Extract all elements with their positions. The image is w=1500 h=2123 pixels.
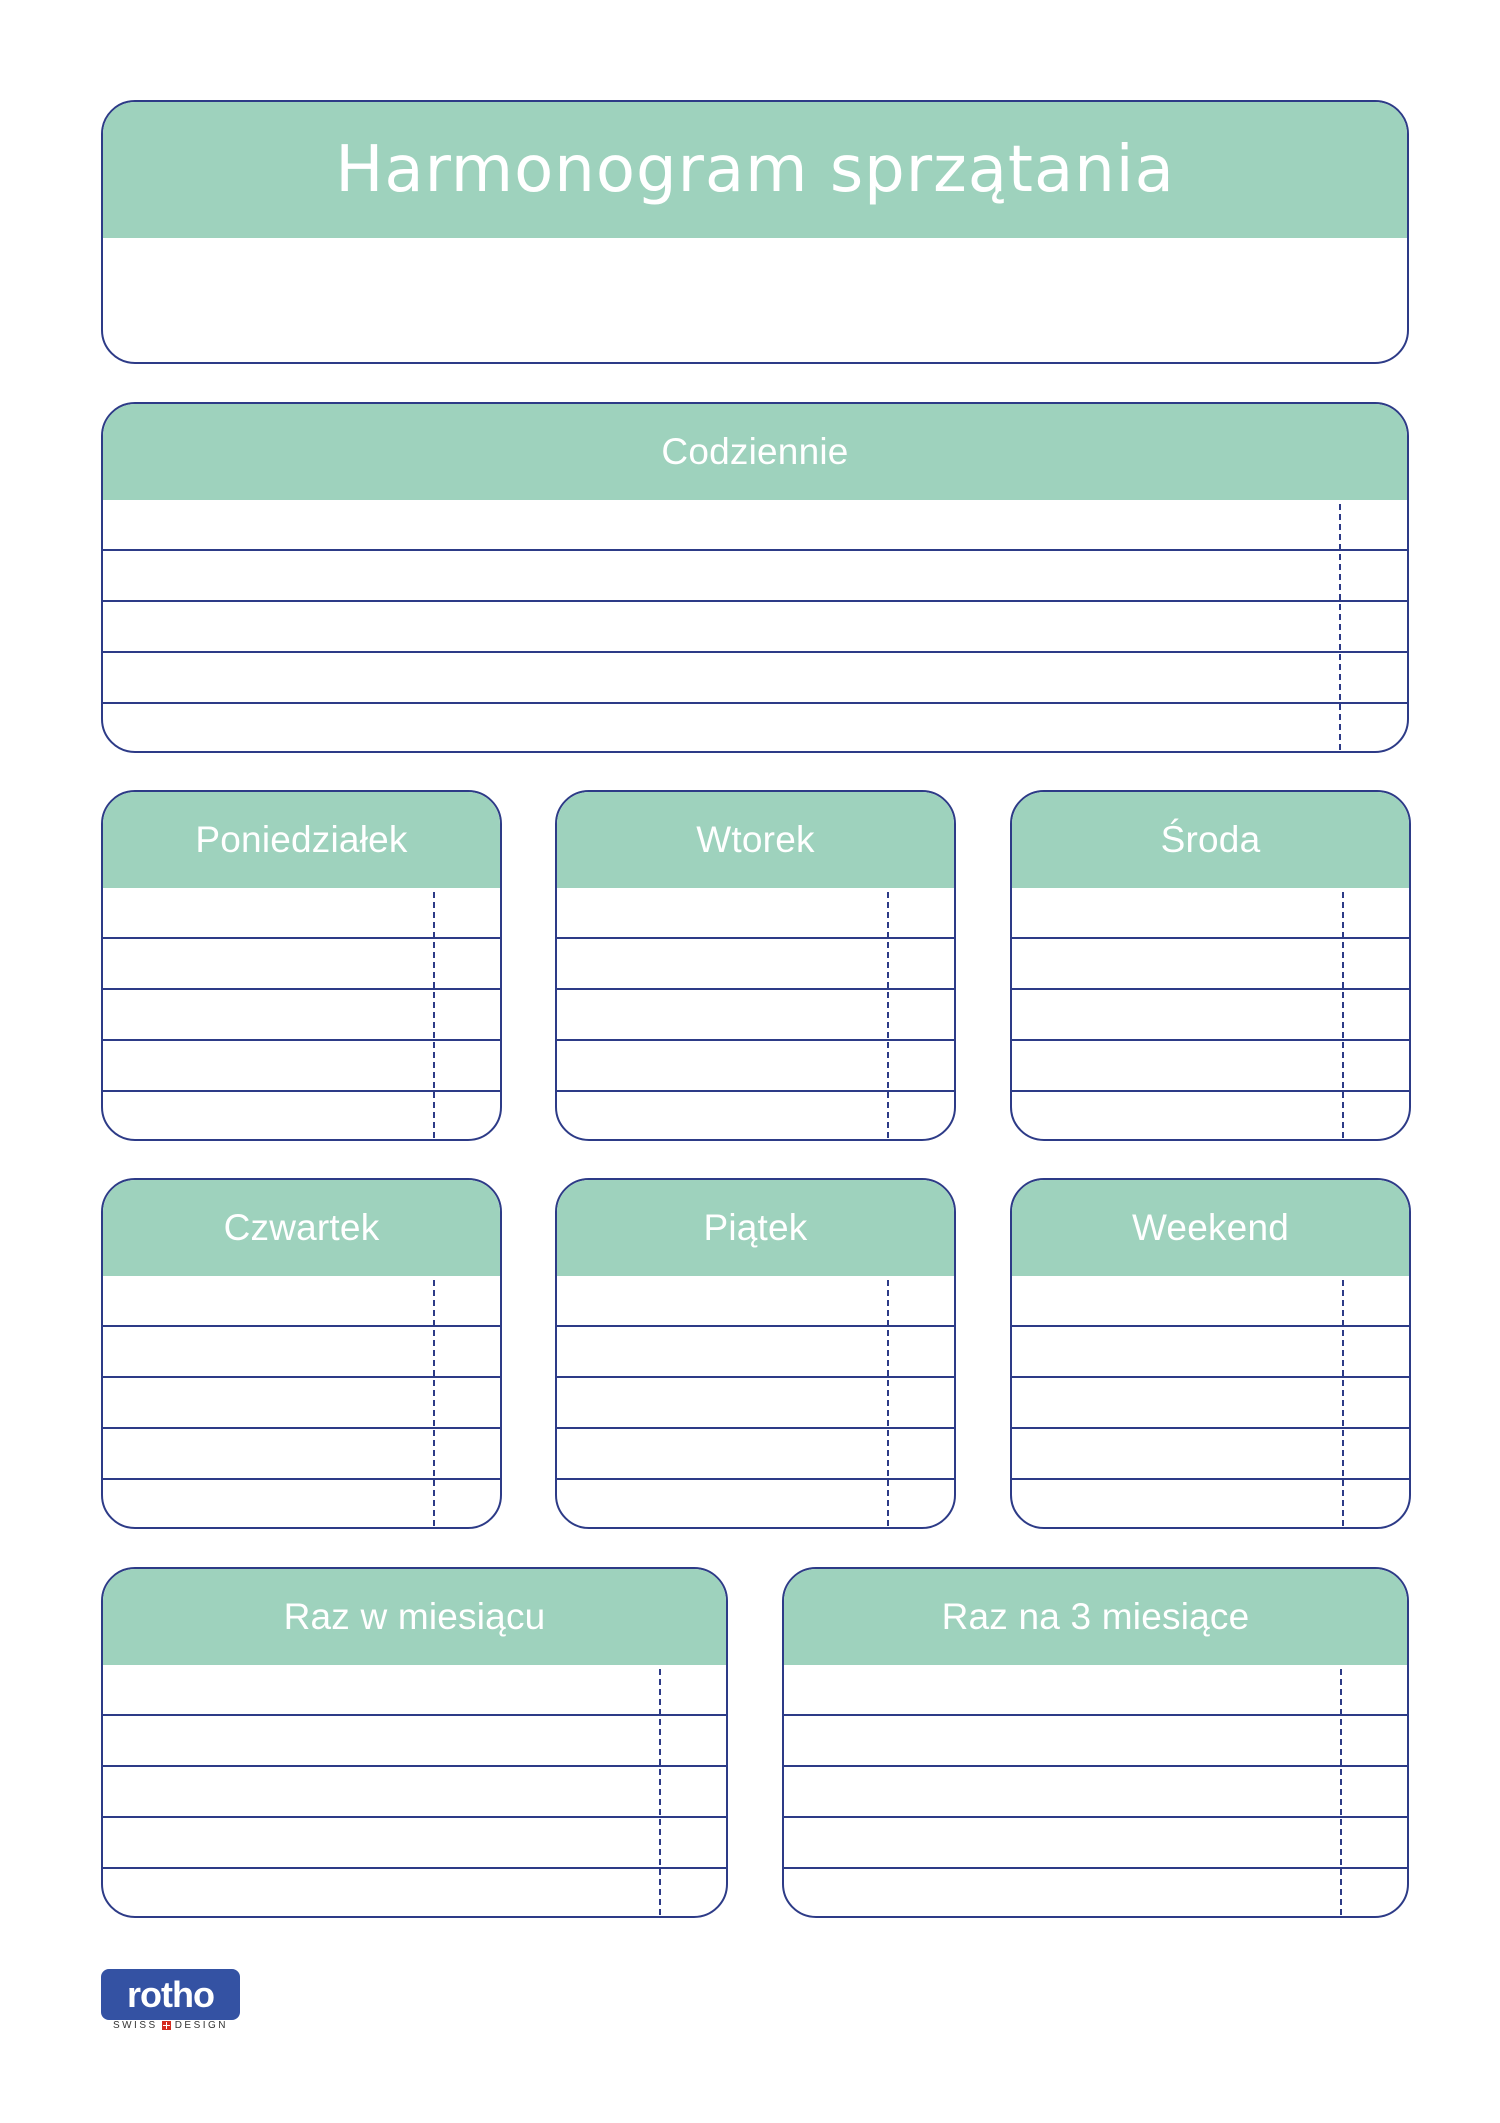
wednesday-header [1012,792,1409,888]
weekend-title: Weekend [1131,1207,1290,1248]
row-line [1012,1039,1409,1041]
brand-logo [101,1969,240,2020]
checkbox-divider [433,1280,435,1526]
wednesday-title: Środa [1160,819,1261,860]
tagline-right: DESIGN [174,2020,229,2031]
row-line [557,1376,954,1378]
row-line [103,1039,500,1041]
monday-header [103,792,500,888]
quarterly-card [782,1567,1409,1918]
monday-title: Poniedziałek [195,819,408,860]
row-line [103,937,500,939]
monday-card [101,790,502,1141]
checkbox-divider [1342,892,1344,1138]
brand-name: rotho [127,1973,214,2015]
checkbox-divider [659,1669,661,1915]
brand-tagline [101,2020,240,2031]
daily-card [101,402,1409,753]
row-line [557,1478,954,1480]
weekend-card [1010,1178,1411,1529]
row-line [784,1714,1407,1716]
row-line [557,1427,954,1429]
row-line [784,1867,1407,1869]
swiss-flag-icon [162,2021,171,2030]
monthly-card [101,1567,728,1918]
row-line [557,988,954,990]
row-line [103,1816,726,1818]
monthly-title: Raz w miesiącu [283,1596,546,1637]
thursday-header [103,1180,500,1276]
row-line [1012,1427,1409,1429]
row-line [103,1867,726,1869]
checkbox-divider [1340,1669,1342,1915]
daily-title: Codziennie [661,431,849,472]
thursday-card [101,1178,502,1529]
row-line [103,1765,726,1767]
row-line [557,1039,954,1041]
friday-header [557,1180,954,1276]
row-line [1012,1478,1409,1480]
row-line [784,1765,1407,1767]
checkbox-divider [1342,1280,1344,1526]
row-line [1012,1325,1409,1327]
checkbox-divider [433,892,435,1138]
row-line [1012,1376,1409,1378]
row-line [103,1090,500,1092]
checkbox-divider [887,1280,889,1526]
row-line [103,988,500,990]
row-line [1012,1090,1409,1092]
title-card [101,100,1409,364]
quarterly-title: Raz na 3 miesiące [941,1596,1250,1637]
row-line [557,1090,954,1092]
row-line [103,600,1407,602]
weekend-header [1012,1180,1409,1276]
row-line [103,549,1407,551]
friday-title: Piątek [703,1207,808,1248]
row-line [1012,988,1409,990]
row-line [103,1427,500,1429]
wednesday-card [1010,790,1411,1141]
friday-card [555,1178,956,1529]
monthly-header [103,1569,726,1665]
row-line [103,651,1407,653]
tuesday-title: Wtorek [696,819,815,860]
row-line [784,1816,1407,1818]
tuesday-card [555,790,956,1141]
thursday-title: Czwartek [223,1207,380,1248]
checkbox-divider [887,892,889,1138]
row-line [557,1325,954,1327]
row-line [557,937,954,939]
row-line [103,1376,500,1378]
tuesday-header [557,792,954,888]
tagline-left: SWISS [112,2020,158,2031]
row-line [1012,937,1409,939]
daily-header [103,404,1407,500]
row-line [103,702,1407,704]
page-title: Harmonogram sprzątania [335,133,1175,207]
row-line [103,1714,726,1716]
row-line [103,1478,500,1480]
row-line [103,1325,500,1327]
quarterly-header [784,1569,1407,1665]
checkbox-divider [1339,504,1341,750]
title-header [103,102,1407,238]
